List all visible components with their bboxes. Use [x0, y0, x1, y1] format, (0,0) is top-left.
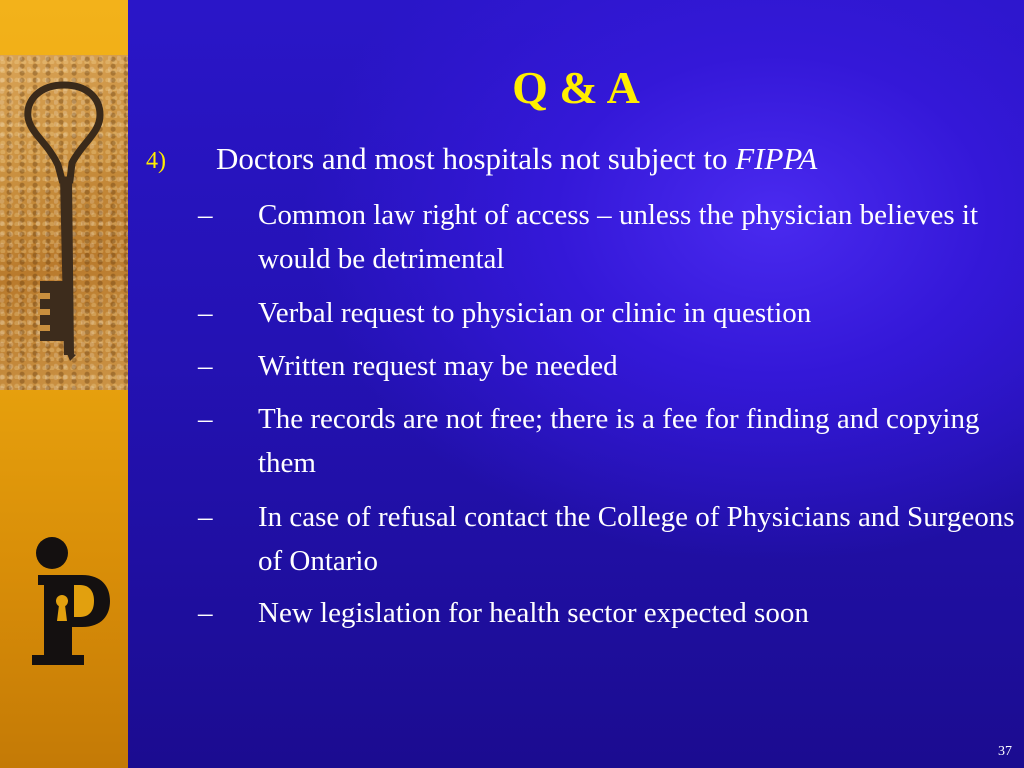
sidebar-band [0, 0, 128, 768]
point-number: 4) [146, 148, 166, 174]
bullet-dash: – [198, 199, 213, 231]
bullet-text: Verbal request to physician or clinic in question [258, 297, 812, 329]
bullet-dash: – [198, 597, 213, 629]
bullet-dash: – [198, 297, 213, 329]
point-text-plain: Doctors and most hospitals not subject to [216, 141, 736, 176]
bullet-text: Written request may be needed [258, 350, 618, 382]
bullet-dash: – [198, 501, 213, 533]
bullet-dash: – [198, 350, 213, 382]
point-text [216, 140, 817, 178]
bullet-text: The records are not free; there is a fee for finding and copying them [258, 403, 980, 479]
bullet-dash: – [198, 403, 213, 435]
key-icon [0, 55, 128, 390]
point-text-italic: FIPPA [735, 141, 818, 176]
bullet-list [128, 0, 1024, 768]
ip-logo-icon [22, 535, 112, 670]
key-photo [0, 55, 128, 390]
slide-title: Q & A [512, 62, 640, 113]
bullet-text: In case of refusal contact the College of Physicians and Surgeons of Ontario [258, 501, 1015, 577]
bullet-text: Common law right of access – unless the physician believes it would be detrimental [258, 199, 979, 275]
slide-number: 37 [998, 744, 1012, 759]
bullet-text: New legislation for health sector expected soon [258, 597, 809, 629]
content-panel [128, 0, 1024, 768]
